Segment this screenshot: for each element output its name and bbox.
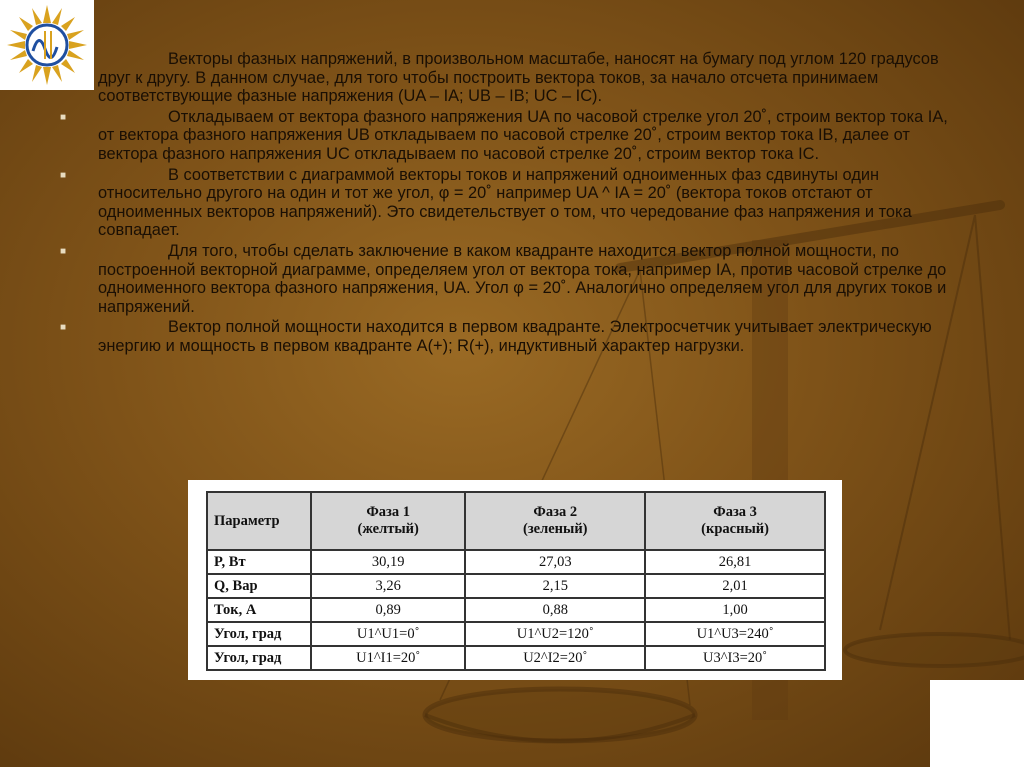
header-parameter: Параметр (207, 492, 311, 550)
table-row (207, 622, 825, 646)
table-row (207, 598, 825, 622)
row-label: Угол, град (207, 622, 311, 646)
table-cell: U1^U2=120˚ (465, 622, 645, 646)
bullet-icon: ■ (60, 322, 67, 334)
bullet-icon: ■ (60, 245, 67, 257)
table-cell: 27,03 (465, 550, 645, 574)
paragraph-text: Для того, чтобы сделать заключение в каком квадранте находится вектор полной мощности, по построенной векторной диаграмме, определяем угол от вектора тока, например IA, против часовой стрелке до одноименного вектора фазного напряжения, UA. Угол φ = 20˚. Аналогично определяем угол для других токов и напряжений. (98, 241, 947, 316)
row-label: Ток, А (207, 598, 311, 622)
paragraph-5 (60, 318, 968, 355)
table-row (207, 646, 825, 670)
row-label: Q, Вар (207, 574, 311, 598)
paragraph-1 (98, 50, 968, 106)
table-cell: U3^I3=20˚ (645, 646, 825, 670)
paragraph-text: Вектор полной мощности находится в первом квадранте. Электросчетчик учитывает электрическую энергию и мощность в первом квадранте A(+); R(+), индуктивный характер нагрузки. (98, 318, 932, 355)
row-label: Угол, град (207, 646, 311, 670)
paragraph-3 (60, 165, 968, 240)
content-text (60, 50, 968, 358)
paragraph-text: Откладываем от вектора фазного напряжения UA по часовой стрелке угол 20˚, строим вектор тока IA, от вектора фазного напряжения UB откладываем по часовой стрелке 20˚, строим вектор тока IB, далее от вектора фазного напряжения UC откладываем по часовой стрелке 20˚, строим вектор тока IC. (98, 107, 948, 163)
header-phase-2: Фаза 2 (зеленый) (465, 492, 645, 550)
table-cell: 1,00 (645, 598, 825, 622)
paragraph-text: В соответствии с диаграммой векторы токов и напряжений одноименных фаз сдвинуты один относительно другого на один и тот же угол, φ = 20˚ например UA ^ IA = 20˚ (вектора токов отстают от одноименных векторов напряжений). Это свидетельствует о том, что чередование фаз напряжения и тока совпадает. (98, 165, 912, 240)
table-row (207, 574, 825, 598)
table-cell: U1^I1=20˚ (311, 646, 465, 670)
bullet-icon: ■ (60, 169, 67, 181)
paragraph-2 (60, 107, 968, 164)
table-cell: 26,81 (645, 550, 825, 574)
paragraph-text: Векторы фазных напряжений, в произвольном масштабе, наносят на бумагу под углом 120 градусов друг к другу. В данном случае, для того чтобы построить вектора токов, за начало отсчета принимаем соответствующие фазные напряжения (UA – IA; UB – IB; UC – IC). (98, 50, 939, 106)
table-cell: U1^U3=240˚ (645, 622, 825, 646)
phase-table (206, 491, 826, 671)
table-cell: U2^I2=20˚ (465, 646, 645, 670)
corner-panel (930, 680, 1024, 767)
phase-table-panel (188, 480, 842, 680)
table-cell: 3,26 (311, 574, 465, 598)
company-logo (0, 0, 94, 90)
row-label: P, Вт (207, 550, 311, 574)
table-header-row (207, 492, 825, 550)
table-cell: 0,88 (465, 598, 645, 622)
paragraph-4 (60, 241, 968, 316)
bullet-icon: ■ (60, 111, 67, 123)
header-phase-3: Фаза 3 (красный) (645, 492, 825, 550)
header-phase-1: Фаза 1 (желтый) (311, 492, 465, 550)
table-row (207, 550, 825, 574)
table-cell: U1^U1=0˚ (311, 622, 465, 646)
sun-wave-logo-icon (0, 0, 94, 90)
table-cell: 30,19 (311, 550, 465, 574)
table-cell: 2,15 (465, 574, 645, 598)
table-cell: 2,01 (645, 574, 825, 598)
table-cell: 0,89 (311, 598, 465, 622)
